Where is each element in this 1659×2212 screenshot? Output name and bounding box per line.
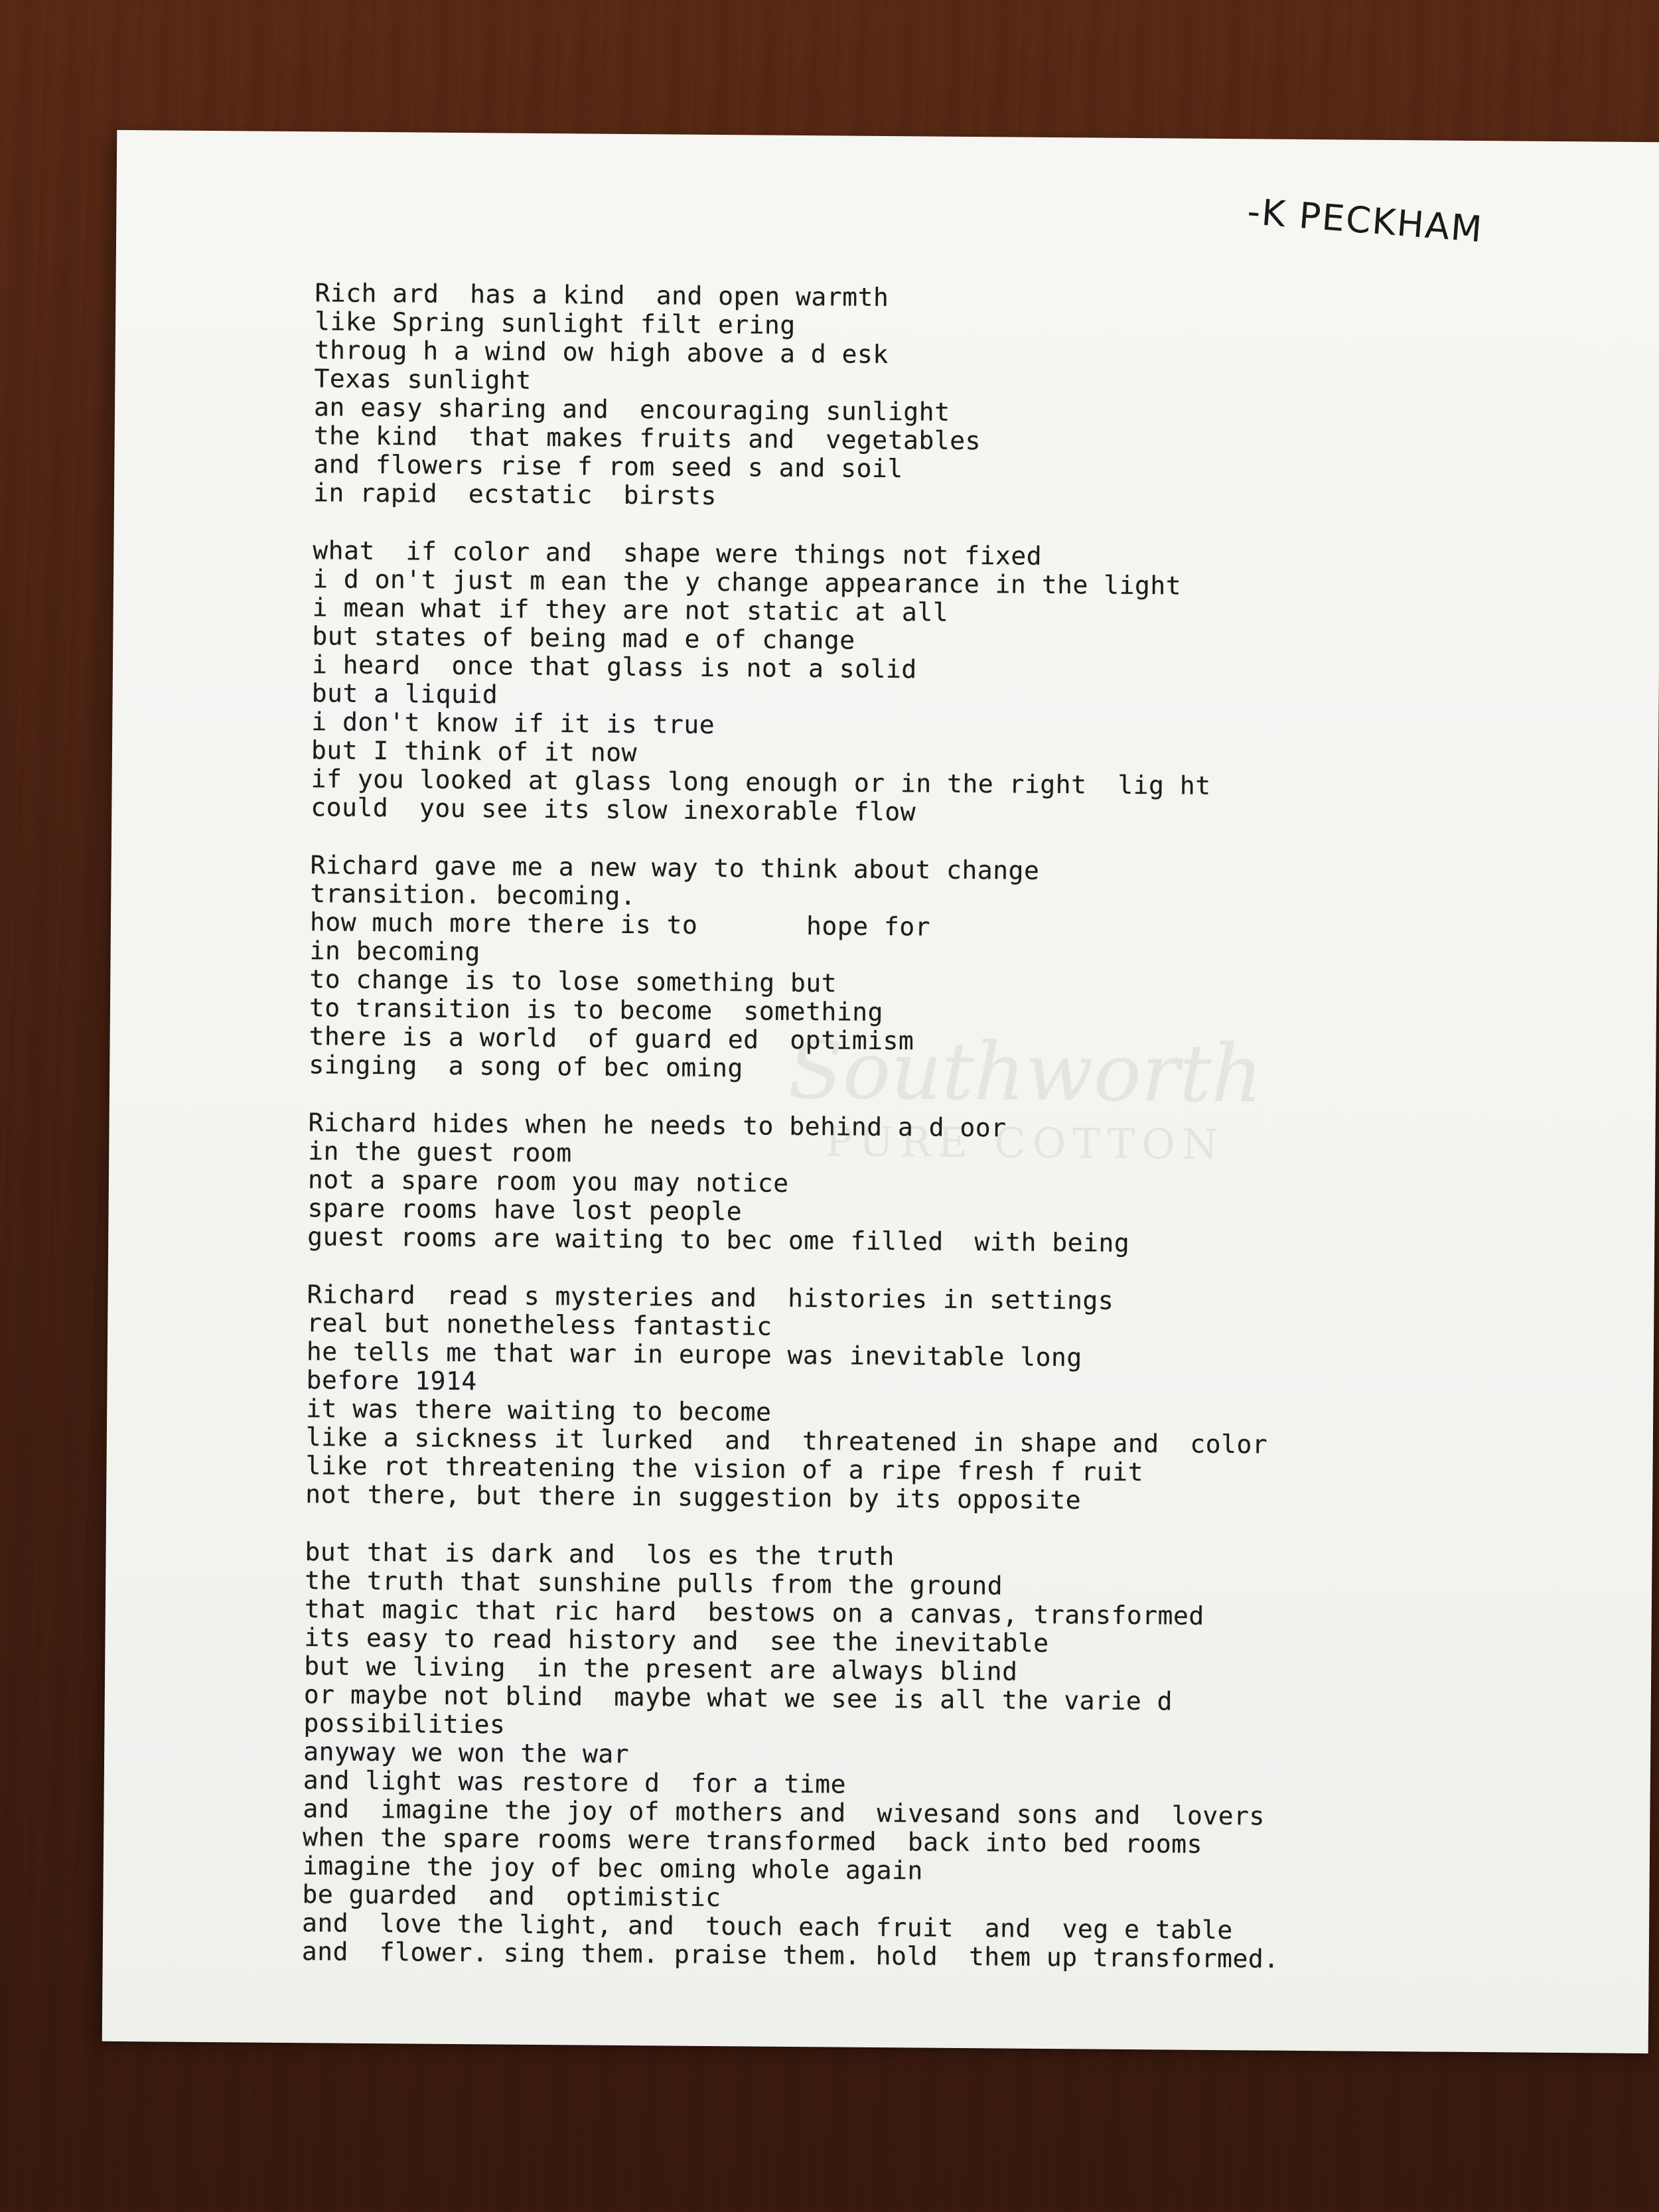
poem-line: transition. becoming. xyxy=(310,879,636,911)
poem-line: to transition is to become something xyxy=(309,993,884,1027)
poem-line: when the spare rooms were transformed back into bed rooms xyxy=(302,1822,1203,1859)
poem-line: in becoming xyxy=(309,936,480,967)
poem-line: real but nonetheless fantastic xyxy=(307,1308,772,1341)
poem-line: possibilities xyxy=(303,1708,506,1739)
poem-line: guest rooms are waiting to bec ome filled with being xyxy=(307,1222,1130,1258)
poem-line: in the guest room xyxy=(308,1136,572,1168)
poem-line: in rapid ecstatic birsts xyxy=(313,478,717,511)
stanza-3 xyxy=(309,851,1571,1089)
poem-line: i heard once that glass is not a solid xyxy=(311,650,917,684)
watermark-subtitle: PURE COTTON xyxy=(825,1117,1225,1169)
stanza-5 xyxy=(305,1280,1568,1518)
stanza-1 xyxy=(313,279,1576,517)
poem-body xyxy=(301,279,1575,2005)
poem-line: he tells me that war in europe was inevitable long xyxy=(306,1337,1082,1372)
poem-line: Richard gave me a new way to think about change xyxy=(310,850,1040,885)
poem-line: and imagine the joy of mothers and wivesand sons and lovers xyxy=(303,1794,1265,1831)
poem-line: the truth that sunshine pulls from the ground xyxy=(305,1566,1003,1601)
typewritten-page xyxy=(102,130,1659,2053)
poem-line: spare rooms have lost people xyxy=(307,1193,743,1226)
poem-line: an easy sharing and encouraging sunlight xyxy=(313,392,950,427)
poem-line: be guarded and optimistic xyxy=(302,1880,721,1913)
poem-line: what if color and shape were things not fixed xyxy=(313,536,1043,571)
poem-line: Richard hides when he needs to behind a d oor xyxy=(308,1108,1007,1143)
poem-line: it was there waiting to become xyxy=(306,1394,772,1427)
poem-line: its easy to read history and see the inevitable xyxy=(304,1623,1049,1658)
poem-line: but I think of it now xyxy=(311,735,638,768)
poem-line: and love the light, and touch each fruit and veg e table xyxy=(301,1908,1233,1945)
poem-line: not there, but there in suggestion by its opposite xyxy=(305,1479,1082,1515)
poem-line: to change is to lose something but xyxy=(309,964,837,998)
poem-line: but we living in the present are always blind xyxy=(304,1651,1018,1686)
poem-line: if you looked at glass long enough or in the right lig ht xyxy=(311,764,1211,800)
poem-line: there is a world of guard ed optimism xyxy=(309,1021,914,1056)
poem-line: not a spare room you may notice xyxy=(307,1165,789,1198)
poem-line: the kind that makes fruits and vegetables xyxy=(313,421,981,456)
poem-line: i mean what if they are not static at all xyxy=(312,593,949,627)
poem-line: i don't know if it is true xyxy=(311,707,715,739)
poem-line: like a sickness it lurked and threatened in shape and color xyxy=(305,1422,1268,1459)
poem-line: Rich ard has a kind and open warmth xyxy=(315,278,889,313)
poem-line: like rot threatening the vision of a ripe fresh f ruit xyxy=(305,1451,1144,1487)
poem-line: anyway we won the war xyxy=(303,1737,630,1769)
watermark-brand: Southworth xyxy=(788,1024,1263,1121)
poem-line: i d on't just m ean the y change appearance in the light xyxy=(312,564,1182,601)
poem-line: imagine the joy of bec oming whole again xyxy=(302,1851,924,1885)
poem-line: how much more there is to hope for xyxy=(309,907,931,942)
poem-line: throug h a wind ow high above a d esk xyxy=(314,335,889,370)
poem-line: like Spring sunlight filt ering xyxy=(314,307,796,340)
handwritten-author-note: -K PECKHAM xyxy=(1246,190,1485,251)
poem-line: Richard read s mysteries and histories in settings xyxy=(307,1280,1114,1315)
poem-line: Texas sunlight xyxy=(314,364,532,395)
poem-line: but that is dark and los es the truth xyxy=(305,1537,895,1572)
stanza-4 xyxy=(307,1108,1569,1261)
stanza-6 xyxy=(302,1538,1566,1976)
poem-line: that magic that ric hard bestows on a canvas, transformed xyxy=(304,1594,1204,1631)
poem-line: could you see its slow inexorable flow xyxy=(311,792,916,827)
poem-line: before 1914 xyxy=(306,1365,477,1396)
poem-line: but a liquid xyxy=(311,678,498,709)
poem-line: and light was restore d for a time xyxy=(303,1765,847,1799)
poem-line: but states of being mad e of change xyxy=(312,621,855,655)
poem-line: singing a song of bec oming xyxy=(309,1050,744,1083)
poem-line: and flowers rise f rom seed s and soil xyxy=(313,449,903,484)
poem-line: and flower. sing them. praise them. hold them up transformed. xyxy=(301,1937,1279,1974)
stanza-2 xyxy=(311,536,1573,832)
poem-line: or maybe not blind maybe what we see is all the varie d xyxy=(303,1680,1173,1716)
